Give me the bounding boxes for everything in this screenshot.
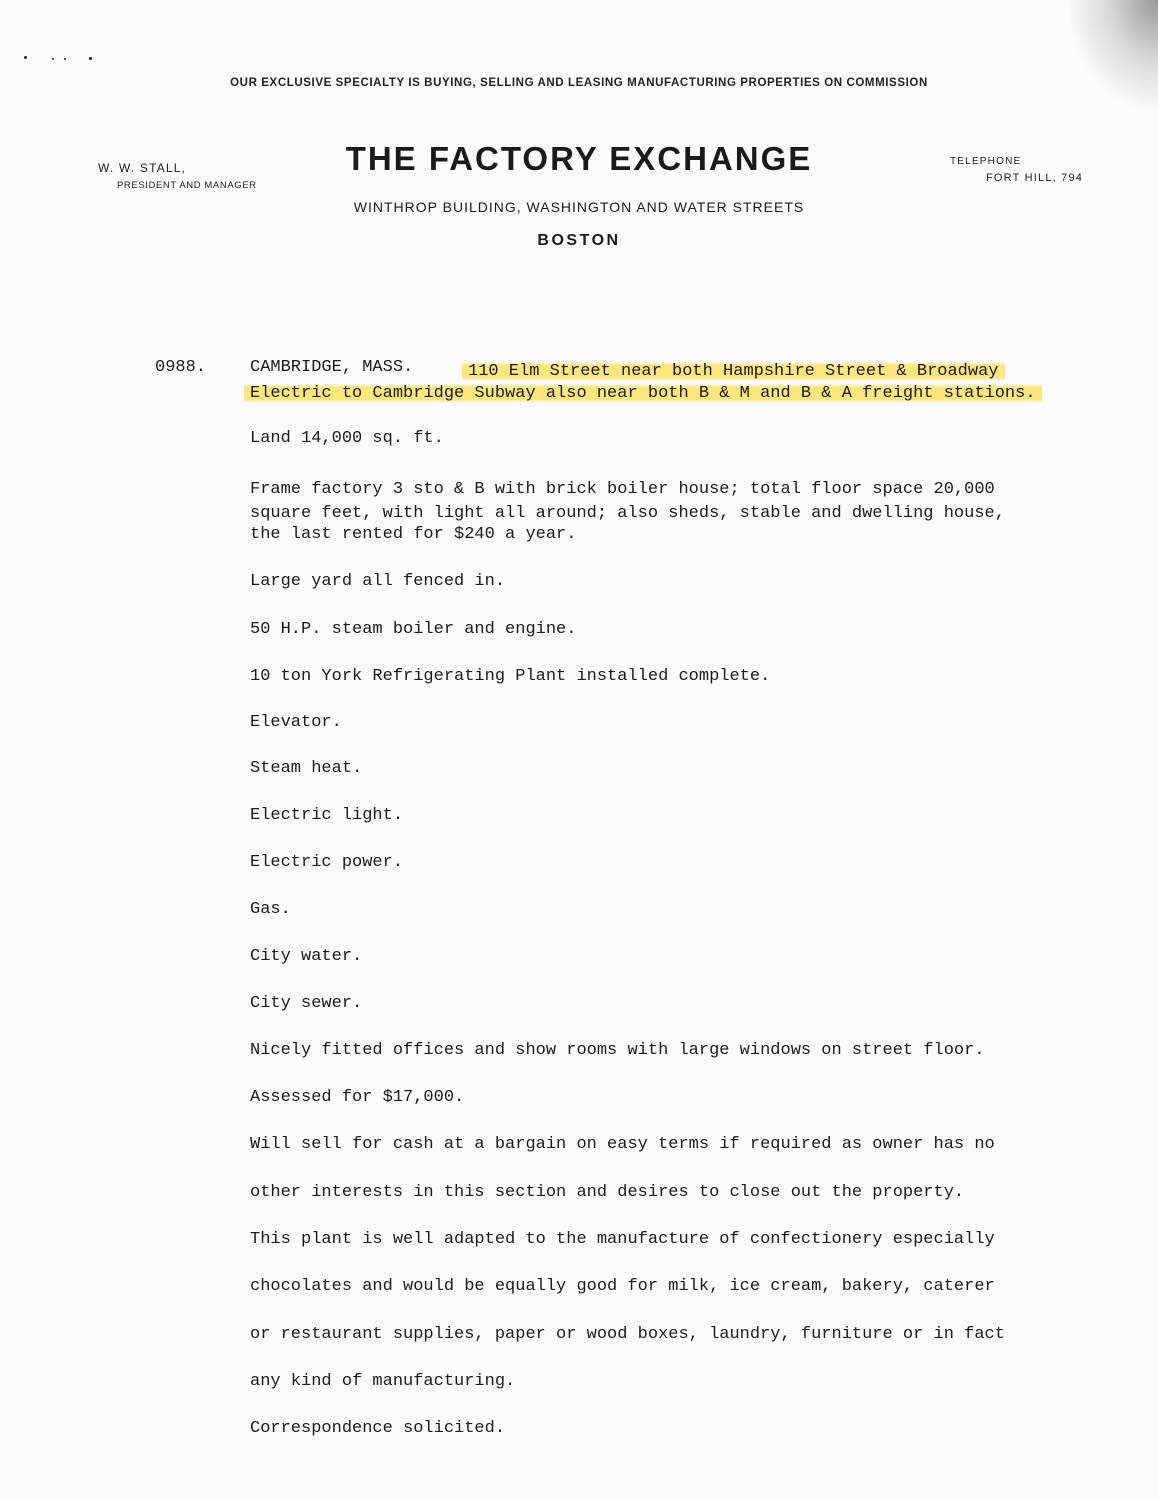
letterhead-slogan: OUR EXCLUSIVE SPECIALTY IS BUYING, SELLING AND LEASING MANUFACTURING PROPERTIES ON COMMISSION xyxy=(230,77,928,89)
executive-name: W. W. STALL, xyxy=(98,161,187,175)
description-line: square feet, with light all around; also sheds, stable and dwelling house, xyxy=(250,504,1005,523)
feature-item: City water. xyxy=(250,947,363,966)
company-city: BOSTON xyxy=(537,232,621,249)
feature-item: Electric light. xyxy=(250,806,404,825)
telephone-label: TELEPHONE xyxy=(950,156,1022,167)
scan-speck xyxy=(64,58,66,60)
description-line: Frame factory 3 sto & B with brick boiler house; total floor space 20,000 xyxy=(250,480,995,499)
company-address: WINTHROP BUILDING, WASHINGTON AND WATER STREETS xyxy=(353,199,805,215)
page-corner-shadow xyxy=(1068,0,1158,110)
scan-speck xyxy=(89,57,92,60)
feature-item: Large yard all fenced in. xyxy=(250,572,506,591)
feature-item: Electric power. xyxy=(250,853,404,872)
highlighted-transit-line: Electric to Cambridge Subway also near both B & M and B & A freight stations. xyxy=(244,384,1042,403)
closing-line: any kind of manufacturing. xyxy=(250,1372,516,1391)
closing-line: Will sell for cash at a bargain on easy terms if required as owner has no xyxy=(250,1135,995,1154)
closing-line: This plant is well adapted to the manufacture of confectionery especially xyxy=(250,1230,995,1249)
listing-location: CAMBRIDGE, MASS. xyxy=(250,358,414,377)
assessed-value: Assessed for $17,000. xyxy=(250,1088,465,1107)
feature-item: 10 ton York Refrigerating Plant installed complete. xyxy=(250,667,771,686)
feature-item: Steam heat. xyxy=(250,759,363,778)
telephone-number: FORT HILL, 794 xyxy=(986,172,1084,184)
feature-item: Elevator. xyxy=(250,713,342,732)
closing-line: other interests in this section and desires to close out the property. xyxy=(250,1183,965,1202)
description-line: the last rented for $240 a year. xyxy=(250,525,577,544)
feature-item: 50 H.P. steam boiler and engine. xyxy=(250,620,577,639)
listing-number: 0988. xyxy=(155,358,207,377)
scan-speck xyxy=(52,58,54,60)
feature-item: Gas. xyxy=(250,900,291,919)
closing-line: chocolates and would be equally good for milk, ice cream, bakery, caterer xyxy=(250,1277,995,1296)
highlighted-address-line: 110 Elm Street near both Hampshire Street & Broadway xyxy=(462,362,1005,381)
telephone-block xyxy=(950,153,1083,187)
land-area: Land 14,000 sq. ft. xyxy=(250,429,444,448)
scan-speck xyxy=(24,56,27,59)
company-name: THE FACTORY EXCHANGE xyxy=(345,140,813,177)
feature-item: City sewer. xyxy=(250,994,363,1013)
feature-item: Nicely fitted offices and show rooms with large windows on street floor. xyxy=(250,1041,985,1060)
correspondence-note: Correspondence solicited. xyxy=(250,1419,506,1438)
executive-title: PRESIDENT AND MANAGER xyxy=(117,180,257,191)
closing-line: or restaurant supplies, paper or wood boxes, laundry, furniture or in fact xyxy=(250,1325,1005,1344)
